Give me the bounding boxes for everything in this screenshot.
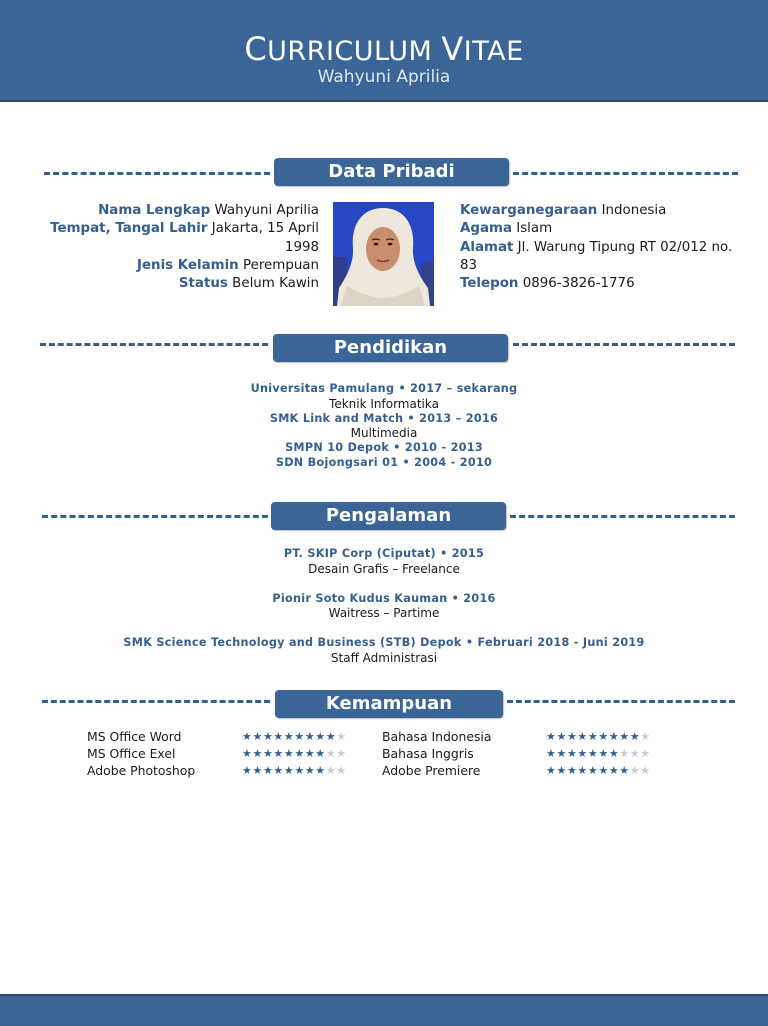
skill-rating-stars	[546, 745, 651, 762]
star-empty-icon: ★	[325, 764, 337, 777]
field-birth	[30, 220, 319, 257]
section-title-skills: Kemampuan	[275, 690, 503, 718]
section-title-personal: Data Pribadi	[274, 158, 509, 186]
field-nationality	[460, 202, 735, 220]
star-filled-icon: ★	[629, 730, 641, 743]
divider-right-experience	[510, 515, 735, 518]
section-title-experience: Pengalaman	[271, 502, 506, 530]
star-filled-icon: ★	[325, 730, 337, 743]
star-filled-icon: ★	[619, 764, 630, 777]
field-value: Indonesia	[601, 203, 667, 218]
divider-left-education	[40, 343, 268, 346]
profile-photo	[333, 202, 434, 306]
field-value: Belum Kawin	[232, 276, 319, 292]
star-filled-icon: ★	[608, 747, 620, 760]
title-part-1: URRICULUM	[267, 36, 442, 67]
field-label: Status	[178, 276, 228, 292]
star-empty-icon: ★	[336, 764, 347, 777]
star-filled-icon: ★	[294, 764, 305, 777]
star-filled-icon: ★	[598, 764, 609, 777]
divider-right-skills	[507, 700, 735, 703]
field-phone	[460, 275, 735, 293]
star-filled-icon: ★	[283, 747, 295, 760]
field-label: Jenis Kelamin	[136, 257, 239, 273]
star-filled-icon: ★	[577, 764, 588, 777]
star-filled-icon: ★	[598, 747, 609, 760]
divider-right-education	[513, 343, 735, 346]
star-filled-icon: ★	[304, 764, 316, 777]
star-filled-icon: ★	[566, 747, 578, 760]
title-initial-v: V	[441, 30, 464, 68]
field-label: Agama	[460, 221, 512, 237]
star-filled-icon: ★	[315, 730, 326, 743]
skill-name: Bahasa Indonesia	[382, 729, 492, 744]
star-filled-icon: ★	[315, 764, 326, 777]
skill-row	[0, 728, 768, 745]
education-list	[0, 382, 768, 471]
page-title	[0, 32, 768, 69]
star-filled-icon: ★	[294, 730, 305, 743]
field-value: Wahyuni Aprilia	[214, 203, 319, 218]
title-part-2: ITAE	[463, 36, 524, 67]
star-filled-icon: ★	[546, 747, 557, 760]
star-filled-icon: ★	[566, 730, 578, 743]
star-filled-icon: ★	[262, 764, 274, 777]
header-name: Wahyuni Aprilia	[317, 67, 451, 87]
star-filled-icon: ★	[546, 730, 557, 743]
star-filled-icon: ★	[283, 730, 295, 743]
star-filled-icon: ★	[587, 764, 599, 777]
skills-grid	[0, 728, 768, 779]
education-school: Universitas Pamulang • 2017 – sekarang	[250, 382, 518, 395]
portrait-illustration	[333, 202, 434, 306]
field-label: Tempat, Tangal Lahir	[50, 221, 208, 237]
section-title-education: Pendidikan	[273, 334, 508, 362]
star-filled-icon: ★	[598, 730, 609, 743]
experience-company: Pionir Soto Kudus Kauman • 2016	[272, 591, 496, 605]
star-filled-icon: ★	[252, 730, 263, 743]
experience-list	[0, 547, 768, 666]
star-filled-icon: ★	[304, 730, 316, 743]
star-filled-icon: ★	[556, 747, 567, 760]
star-empty-icon: ★	[640, 730, 651, 743]
divider-left-personal	[44, 172, 270, 175]
star-filled-icon: ★	[577, 730, 588, 743]
star-filled-icon: ★	[283, 764, 295, 777]
star-empty-icon: ★	[640, 747, 651, 760]
star-filled-icon: ★	[566, 764, 578, 777]
education-major: Multimedia	[350, 426, 418, 441]
header-banner	[0, 0, 768, 102]
field-religion	[460, 220, 735, 238]
star-filled-icon: ★	[556, 764, 567, 777]
field-full-name	[30, 202, 319, 220]
skill-rating-stars	[546, 762, 651, 779]
star-filled-icon: ★	[556, 730, 567, 743]
skill-name: MS Office Exel	[87, 746, 176, 761]
footer-banner	[0, 994, 768, 1026]
experience-company: SMK Science Technology and Business (STB) Depok • Februari 2018 - Juni 2019	[123, 636, 645, 650]
star-filled-icon: ★	[242, 747, 253, 760]
field-value: Jl. Warung Tipung RT 02/012 no. 83	[460, 239, 733, 273]
experience-role: Staff Administrasi	[330, 650, 438, 665]
skill-row	[0, 762, 768, 779]
education-school: SMK Link and Match • 2013 – 2016	[269, 411, 499, 425]
star-filled-icon: ★	[608, 730, 620, 743]
personal-right-column	[460, 202, 735, 293]
star-filled-icon: ★	[252, 764, 263, 777]
title-initial-c: C	[244, 30, 268, 68]
skill-rating-stars	[242, 728, 347, 745]
experience-role: Waitress – Partime	[328, 606, 440, 621]
personal-left-column	[30, 202, 319, 293]
star-filled-icon: ★	[608, 764, 620, 777]
star-filled-icon: ★	[294, 747, 305, 760]
skill-row	[0, 745, 768, 762]
skill-name: MS Office Word	[87, 729, 182, 744]
skill-name: Bahasa Inggris	[382, 746, 474, 761]
skill-name: Adobe Premiere	[382, 763, 481, 778]
star-filled-icon: ★	[242, 730, 253, 743]
divider-left-skills	[42, 700, 270, 703]
star-filled-icon: ★	[315, 747, 326, 760]
field-label: Alamat	[460, 239, 514, 255]
field-address	[460, 239, 735, 276]
star-filled-icon: ★	[546, 764, 557, 777]
star-empty-icon: ★	[629, 747, 641, 760]
star-filled-icon: ★	[262, 747, 274, 760]
star-empty-icon: ★	[336, 747, 347, 760]
star-empty-icon: ★	[325, 747, 337, 760]
star-filled-icon: ★	[587, 730, 599, 743]
skill-name: Adobe Photoshop	[87, 763, 196, 778]
education-school: SMPN 10 Depok • 2010 - 2013	[285, 441, 483, 455]
divider-right-personal	[513, 172, 738, 175]
education-major: Teknik Informatika	[329, 396, 439, 411]
field-marital-status	[30, 275, 319, 293]
star-filled-icon: ★	[587, 747, 599, 760]
star-empty-icon: ★	[336, 730, 347, 743]
field-label: Kewarganegaraan	[460, 203, 598, 218]
field-value: 0896-3826-1776	[522, 276, 635, 292]
star-filled-icon: ★	[273, 747, 284, 760]
star-filled-icon: ★	[273, 730, 284, 743]
star-filled-icon: ★	[273, 764, 284, 777]
skill-rating-stars	[546, 728, 651, 745]
skill-rating-stars	[242, 762, 347, 779]
experience-company: PT. SKIP Corp (Ciputat) • 2015	[283, 547, 485, 560]
field-label: Telepon	[460, 276, 519, 292]
star-filled-icon: ★	[252, 747, 263, 760]
experience-role: Desain Grafis – Freelance	[308, 561, 460, 576]
star-filled-icon: ★	[242, 764, 253, 777]
field-value: Jakarta, 15 April 1998	[211, 221, 319, 255]
field-value: Islam	[516, 221, 553, 237]
field-gender	[30, 257, 319, 275]
education-school: SDN Bojongsari 01 • 2004 - 2010	[275, 455, 493, 469]
star-filled-icon: ★	[577, 747, 588, 760]
star-empty-icon: ★	[619, 747, 630, 760]
field-label: Nama Lengkap	[98, 203, 211, 218]
star-filled-icon: ★	[304, 747, 316, 760]
star-filled-icon: ★	[262, 730, 274, 743]
star-empty-icon: ★	[629, 764, 641, 777]
skill-rating-stars	[242, 745, 347, 762]
field-value: Perempuan	[242, 257, 319, 273]
star-filled-icon: ★	[619, 730, 630, 743]
star-empty-icon: ★	[640, 764, 651, 777]
divider-left-experience	[42, 515, 268, 518]
